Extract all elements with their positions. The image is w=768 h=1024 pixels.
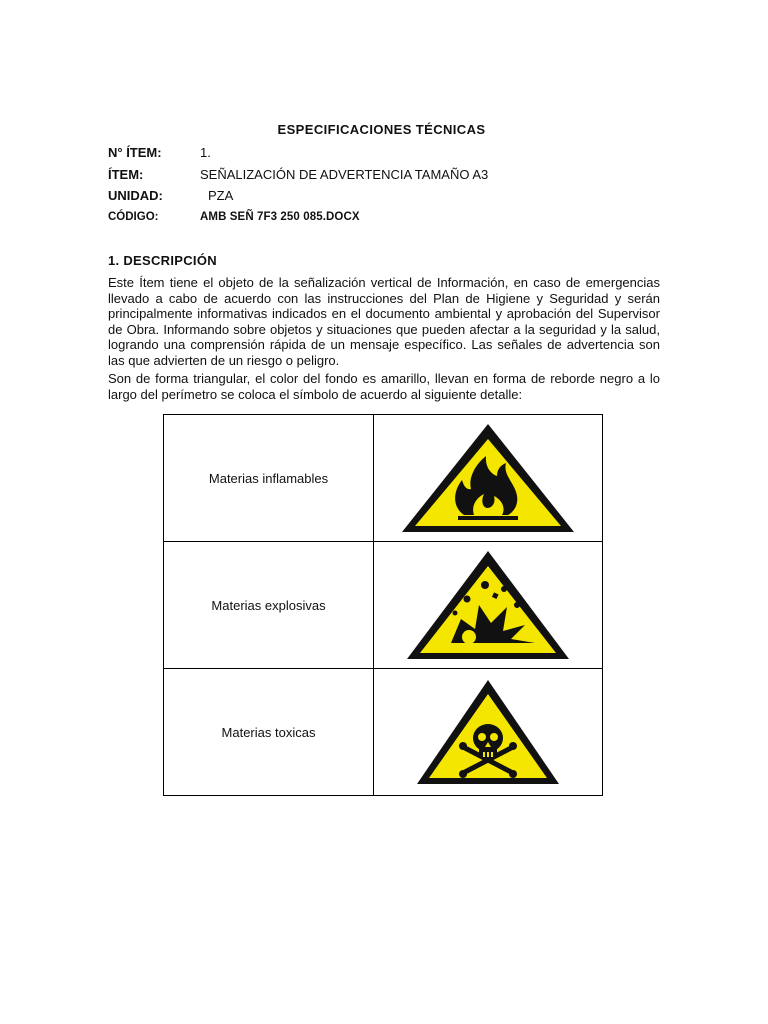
description-paragraph: Este Ítem tiene el objeto de la señalización vertical de Información, en caso de emergencias llevado a cabo de acuerdo con las instrucciones del Plan de Higiene y Seguridad y serán principalmente informativas indicados en el documento ambiental y aprobación del Supervisor de Obra. Informando sobre objetos y situaciones que pueden afectar a la seguridad y la salud, logrando una comprensión rápida de un mensaje específico. Las señales de advertencia son las que advierten de un riesgo o peligro. — [108, 275, 660, 368]
sign-label: Materias toxicas — [164, 669, 374, 796]
code-label: CÓDIGO: — [108, 211, 159, 223]
explosive-warning-icon — [403, 547, 573, 663]
table-row — [164, 415, 603, 542]
flammable-warning-icon — [398, 420, 578, 536]
shape-paragraph: Son de forma triangular, el color del fondo es amarillo, llevan en forma de reborde negro a lo largo del perímetro se coloca el símbolo de acuerdo al siguiente detalle: — [108, 371, 660, 402]
code-value: AMB SEÑ 7F3 250 085.DOCX — [200, 211, 360, 223]
section-heading: 1. DESCRIPCIÓN — [108, 253, 217, 268]
item-value: SEÑALIZACIÓN DE ADVERTENCIA TAMAÑO A3 — [200, 167, 489, 182]
item-label: ÍTEM: — [108, 167, 144, 182]
table-row — [164, 669, 603, 796]
unit-value: PZA — [208, 188, 234, 203]
warning-signs-table — [163, 414, 603, 796]
sign-label: Materias explosivas — [164, 542, 374, 669]
page-title: ESPECIFICACIONES TÉCNICAS — [277, 122, 486, 137]
sign-icon-cell — [374, 542, 603, 669]
sign-icon-cell — [374, 415, 603, 542]
table-row — [164, 542, 603, 669]
sign-icon-cell — [374, 669, 603, 796]
item-number-label: N° ÍTEM: — [108, 145, 162, 160]
sign-label: Materias inflamables — [164, 415, 374, 542]
item-number-value: 1. — [200, 145, 211, 160]
toxic-warning-icon — [413, 676, 563, 788]
unit-label: UNIDAD: — [108, 188, 163, 203]
